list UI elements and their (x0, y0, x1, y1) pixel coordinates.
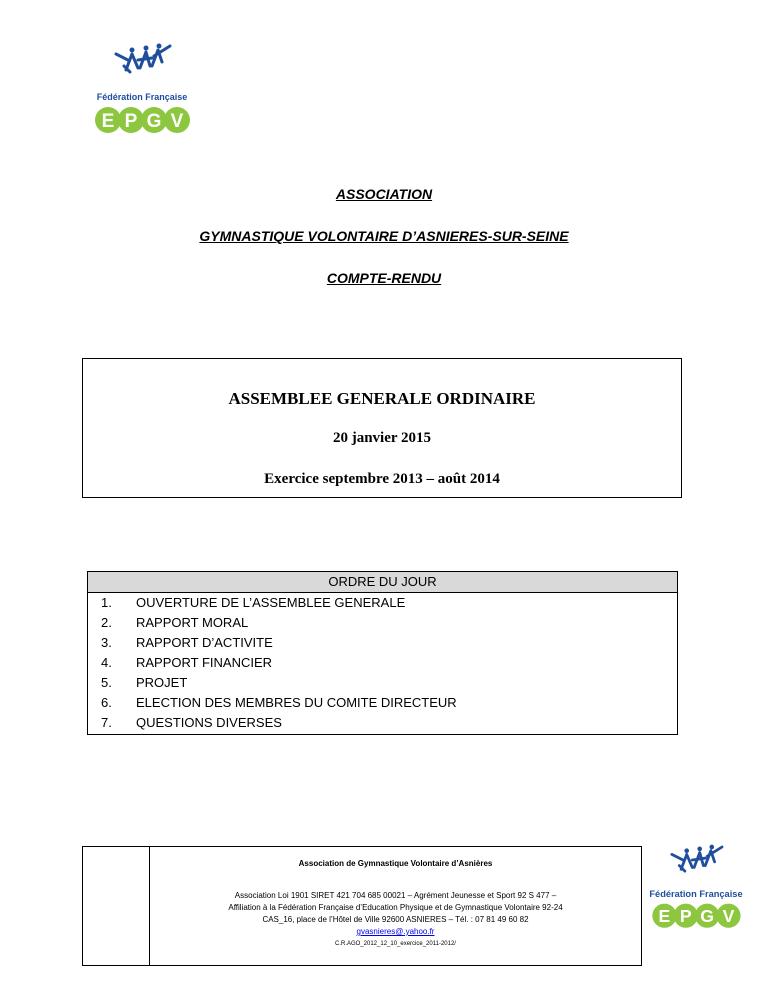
gymnast-figures-icon (116, 46, 170, 72)
svg-text:V: V (170, 111, 184, 132)
svg-text:G: G (700, 906, 715, 927)
footer-ref: C.R.AGO_2012_12_10_exercice_2011-2012/ (335, 941, 456, 947)
gymnast-figures-icon (672, 847, 722, 871)
heading-association-name: GYMNASTIQUE VOLONTAIRE D’ASNIERES-SUR-SEINE (199, 228, 569, 244)
svg-text:P: P (679, 906, 692, 927)
list-item: 4. RAPPORT FINANCIER (101, 655, 273, 670)
list-item: 1. OUVERTURE DE L’ASSEMBLEE GENERALE (101, 595, 406, 610)
meeting-date: 20 janvier 2015 (332, 430, 432, 446)
federation-label: Fédération Française (96, 92, 188, 102)
agenda-table (87, 571, 678, 735)
svg-text:G: G (146, 111, 162, 132)
footer-line-1: Association Loi 1901 SIRET 421 704 685 00021 – Agrément Jeunesse et Sport 92 S 477 – (234, 891, 557, 900)
epgv-logo (86, 40, 198, 136)
list-item: 2. RAPPORT MORAL (101, 615, 249, 630)
heading-association: ASSOCIATION (335, 186, 433, 202)
svg-text:V: V (722, 906, 735, 927)
agenda-list (88, 593, 677, 733)
meeting-title: ASSEMBLEE GENERALE ORDINAIRE (228, 389, 536, 408)
svg-text:Fédération Française: Fédération Française (649, 889, 743, 900)
list-item: 7. QUESTIONS DIVERSES (101, 715, 282, 730)
heading-report: COMPTE-RENDU (326, 270, 442, 286)
agenda-header: ORDRE DU JOUR (88, 572, 677, 593)
footer-title: Association de Gymnastique Volontaire d’Asnières (298, 859, 493, 868)
svg-text:E: E (101, 111, 115, 132)
svg-text:E: E (658, 906, 671, 927)
email-link[interactable]: gvasnieres@.yahoo.fr (356, 927, 435, 936)
list-item: 3. RAPPORT D’ACTIVITE (101, 635, 273, 650)
footer-line-2: Affiliation à la Fédération Française d’Education Physique et de Gymnastique Volontaire 92-24 (228, 903, 563, 912)
footer-line-3: CAS_16, place de l’Hôtel de Ville 92600 ASNIERES – Tél. : 07 81 49 60 82 (262, 915, 529, 924)
list-item: 6. ELECTION DES MEMBRES DU COMITE DIRECTEUR (101, 695, 457, 710)
epgv-letters (95, 107, 190, 133)
fiscal-period: Exercice septembre 2013 – août 2014 (264, 471, 500, 487)
svg-text:P: P (124, 111, 138, 132)
footer-box (82, 846, 642, 966)
list-item: 5. PROJET (101, 675, 188, 690)
title-box (82, 358, 682, 498)
epgv-footer-logo (644, 838, 748, 934)
